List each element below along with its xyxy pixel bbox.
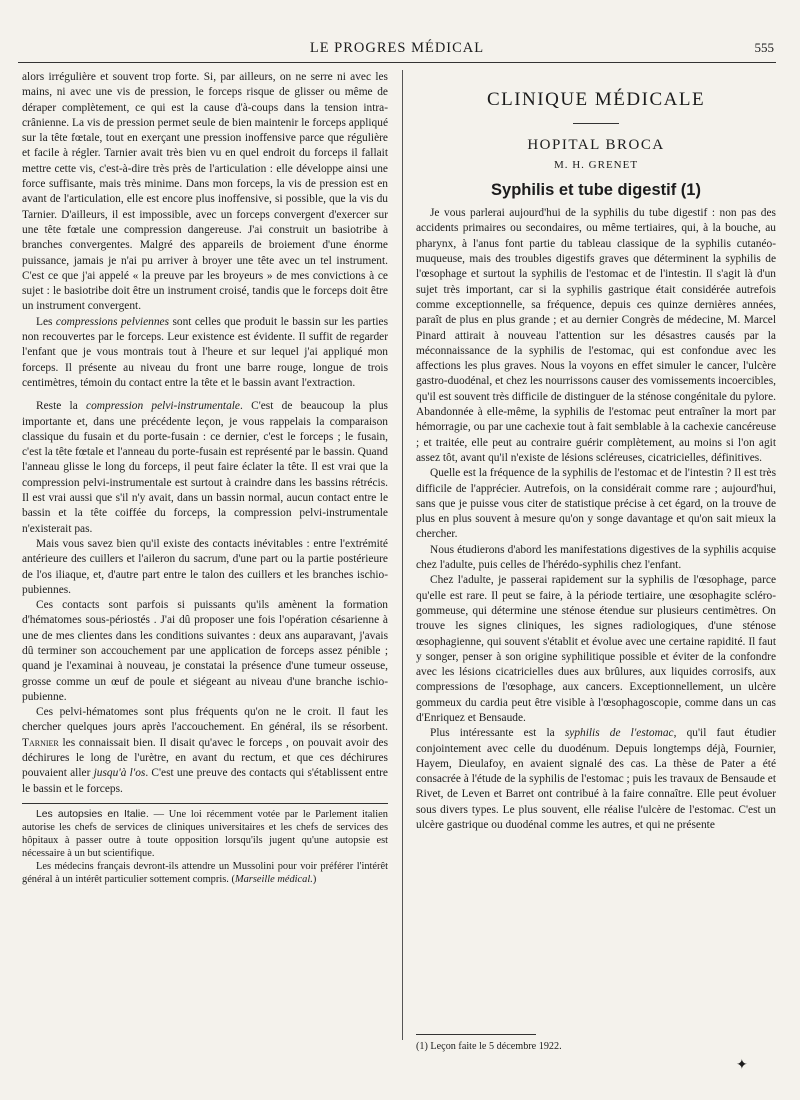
paragraph: Nous étudierons d'abord les manifestations digestives de la syphilis acquise chez l'adulte, puis celles de l'hérédo-syphilis chez l'enfant.: [416, 543, 776, 572]
source-citation: Marseille médical.: [234, 873, 313, 885]
note-lead: Les autopsies en Italie.: [36, 808, 149, 820]
header-rule: [18, 62, 776, 63]
article-title: Syphilis et tube digestif (1): [491, 180, 701, 199]
paragraph: Je vous parlerai aujourd'hui de la syphilis du tube digestif : non pas des accidents primaires ou secondaires, ou même tertiaires, qui, à la bouche, au pharynx, à l'anus font partie du tableau classique de la syphilis cutanéo-muqueuse, mais des troubles digestifs graves que déterminent la syphilis de l'œsophage et surtout la syphilis de l'estomac et de l'intestin. Il s'agit là d'un sujet très important, car si la syphilis gastrique était considérée autrefois comme exceptionnelle, sa fréquence, depuis ces quinze dernières années, paraît de plus en plus grande ; et au dernier Congrès de médecine, M. Marcel Pinard attirait à nouveau l'attention sur les désastres causés par la méconnaissance de la syphilis de l'estomac, qui est confondue avec les affections les plus graves. Nous la voyons en effet simuler le cancer, l'ulcère gastro-duodénal, et chez les nourrissons causer des vomissements incoercibles, qu'il est souvent très difficile de distinguer de la sténose congénitale du pylore. Abandonnée à elle-même, la syphilis de l'estomac peut entraîner la mort par hémorragie, ou par une cachexie tout à fait semblable à la cachexie cancéreuse ; et traitée, elle peut au contraire guérir complètement, au moins si l'on agit assez tôt, avant qu'il n'existe de lésions scléreuses, cicatricielles, définitives.: [416, 207, 776, 464]
emphasis: jusqu'à l'os: [93, 767, 146, 780]
paragraph: Les compressions pelviennes sont celles que produit le bassin sur les parties non recouvertes par le forceps. Leur existence est évidente. Il suffit de regarder l'enfant que je vous montrais tout à l'heure et sur lequel j'ai appliqué mon forceps. Il présente au niveau du front une barre rouge, longue de trois centimètres, témoin du contact entre la tête et le bassin avant l'extraction.: [22, 315, 389, 389]
paragraph: Mais vous savez bien qu'il existe des contacts inévitables : entre l'extrémité antérieure des cuillers et l'aileron du sacrum, d'une part ou la partie postérieure de l'os iliaque, et, d'autre part entre le talon des cuillers et les branches ischio-pubiennes.: [22, 537, 388, 596]
author: M. H. GRENET: [553, 158, 639, 171]
paragraph: alors irrégulière et souvent trop forte. Si, par ailleurs, on ne serre ni avec les mains, ni avec une vis de pression, le forceps risque de glisser ou même de déraper complètement, ce qui est la cause d'à-coups dans la tension intra-crânienne. La vis de pression permet seule de bien maintenir le forceps appliqué sur la tête fœtale, tout en exerçant une pression inoffensive parce que régulière et facile à régler. Tarnier avait très bien vu en quel endroit du forceps il fallait mettre cette vis, c'est-à-dire très près de l'articulation : elle développe ainsi une force suffisante, mais très minime. Dans mon forceps, la vis de pression est en avant de l'articulation, elle est encore plus inoffensive, si possible, que la vis du Tarnier. D'ailleurs, il est impossible, avec un forceps convergent d'exercer sur une tête fœtale une compression dangereuse. J'ai construit un basiotribe à branches convergentes. Malgré des appareils de broiement d'une énorme puissance, jamais je n'ai pu arriver à broyer une tête avec un tel instrument. C'est ce que j'ai appelé « la preuve par les broyeurs » de mes convictions à ce sujet : le basiotribe doit être un instrument croisé, tandis que le forceps doit être un instrument convergent.: [22, 71, 388, 313]
section-rule: [573, 123, 619, 124]
footnote-rule: [416, 1034, 536, 1035]
paragraph: Ces pelvi-hématomes sont plus fréquents qu'on ne le croit. Il faut les chercher quelques jours après l'accouchement. En général, ils se résorbent. Tarnier les connaissait bien. Il disait qu'avec le forceps , on pouvait avoir des déchirures le long de l'urètre, en avant du rectum, et que ces déchirures pouvaient aller jusqu'à l'os. C'est une preuve des contacts qui s'établissent entre le bassin et le forceps.: [22, 706, 388, 795]
author-name: Tarnier: [22, 736, 59, 749]
emphasis: syphilis de l'estomac: [564, 727, 674, 740]
page-number: 555: [754, 40, 774, 55]
paragraph: Quelle est la fréquence de la syphilis de l'estomac et de l'intestin ? Il est très difficile de l'apprécier. Autrefois, on la considérait comme rare ; aujourd'hui, sans que je puisse vous citer de statistique précise à cet égard, on la trouve de plus en plus souvent à mesure qu'on y songe davantage et qu'on sait mieux la chercher.: [416, 467, 776, 541]
emphasis: compressions pelviennes: [55, 315, 170, 328]
paragraph: Chez l'adulte, je passerai rapidement sur la syphilis de l'œsophage, parce qu'elle est rare. Il peut se faire, à la période tertiaire, une œsophagite scléro-gommeuse, qui détermine une sténose étendue sur plusieurs centimètres. On trouve les signes cliniques, les signes radiologiques, d'une sténose œsophagienne, qui souvent s'établit et évolue avec une certaine rapidité. Il faut y songer, penser à son origine syphilitique possible et éviter de la confondre avec les lésions cicatricielles dues aux brûlures, aux liquides corrosifs, aux compressions de l'œsophage, aux cancers. Exceptionnellement, un ulcère gommeux du cardia peut être visible à l'œsophagoscopie, comme dans un cas d'Enriquez et Bensaude.: [416, 574, 776, 724]
notes-rule: [22, 803, 388, 804]
right-column: [416, 70, 776, 833]
news-note: Les médecins français devront-ils attendre un Mussolini pour voir préférer l'intérêt général à un intérêt particulier sottement compris. (Marseille médical.): [22, 860, 388, 885]
footnote: (1) Leçon faite le 5 décembre 1922.: [416, 1041, 562, 1052]
journal-title: LE PROGRES MÉDICAL: [309, 40, 485, 56]
paragraph: Ces contacts sont parfois si puissants qu'ils amènent la formation d'hématomes sous-périostés . J'ai dû proposer une fois l'opération césarienne à une de mes clientes dans les conditions suivantes : deux ans auparavant, j'avais dû terminer son accouchement par une application de forceps assez pénible ; quand je l'examinai à nouveau, je constatai la présence d'une tumeur osseuse, grosse comme un œuf de poule et siégeant au niveau d'une branche ischio-pubienne.: [22, 599, 388, 703]
left-column: [22, 70, 388, 886]
paragraph: Reste la compression pelvi-instrumentale. C'est de beaucoup la plus importante et, dans une précédente leçon, je vous rappelais la comparaison classique du fusain et du porte-fusain : ce dernier, c'est le forceps ; le fusain, c'est la tête fœtale et l'anneau du porte-fusain est représenté par le bassin. Quand l'anneau glisse le long du forceps, il peut faire éclater la tête. Il est vrai que la compression pelvi-instrumentale est surtout à craindre dans les bassins rétrécis. Il est vrai aussi que s'il n'y avait, dans un bassin normal, aucun contact entre le bassin et la tête coiffée du forceps, la compression pelvi-instrumentale n'existerait pas.: [22, 400, 388, 535]
column-separator: [402, 70, 403, 1040]
emphasis: compression pelvi-instrumentale: [86, 400, 240, 413]
page-header: [18, 38, 776, 60]
section-title: CLINIQUE MÉDICALE: [486, 89, 706, 110]
paragraph: Plus intéressante est la syphilis de l'estomac, qu'il faut étudier conjointement avec celle du duodénum. Depuis longtemps déjà, Fournier, Hayem, Dieulafoy, en avaient signalé des cas. La thèse de Pater a été consacrée à l'étude de la syphilis de l'estomac ; puis les travaux de Bensaude et Rivet, de Leven et Barret ont contribué à la faire connaître. Elle peut évoluer sous divers types. Le plus souvent, elle réalise l'ulcère de l'estomac. C'est un ulcère gastrique ou duodénal comme les autres, et qui ne présente: [416, 727, 776, 832]
footnote-area: [416, 1034, 776, 1052]
news-note: Les autopsies en Italie. — Une loi récemment votée par le Parlement italien autorise les chefs de services de cliniques universitaires et les chefs de services des hôpitaux à passer outre à toute opposition lorsqu'ils jugent qu'une autopsie est nécessaire à un but scientifique.: [22, 808, 388, 859]
hospital-name: HOPITAL BROCA: [527, 137, 665, 154]
ornament-icon: ✦: [736, 1058, 748, 1073]
